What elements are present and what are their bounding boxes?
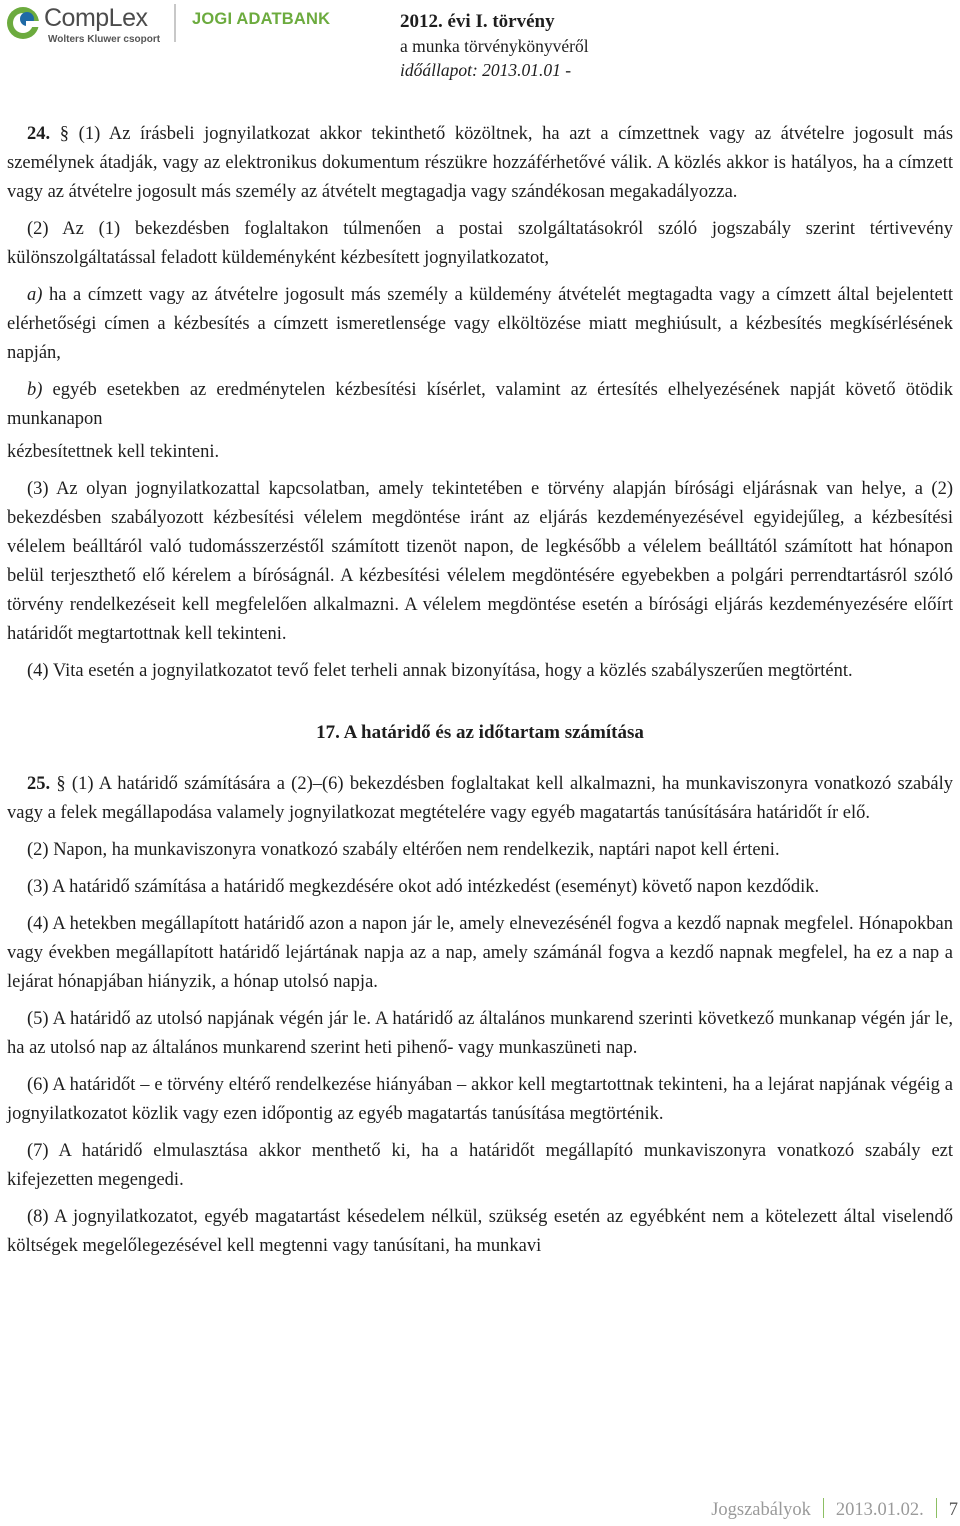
complex-logo-subtext: Wolters Kluwer csoport xyxy=(48,34,161,45)
page-header xyxy=(0,0,960,100)
section-sign: § xyxy=(59,124,70,144)
page-number: 7 xyxy=(948,1500,958,1520)
point-text: egyéb esetekben az eredménytelen kézbesítési kísérlet, valamint az értesítés elhelyezésének napját követő ötödik munkanapon xyxy=(7,380,953,429)
section-24-paragraph-4: (4) Vita esetén a jognyilatkozatot tevő felet terheli annak bizonyítása, hogy a közlés szabályszerűen megtörtént. xyxy=(27,661,853,681)
section-25-paragraph-8: (8) A jognyilatkozatot, egyéb magatartást késedelem nélkül, szükség esetén az egyébként nem a kötelezett által viselendő költségek megelőlegezésével kell megtenni vagy tanúsítani, ha munkavi xyxy=(7,1207,953,1256)
point-label: b) xyxy=(27,380,43,400)
section-24-paragraph-2: (2) Az (1) bekezdésben foglaltakon túlmenően a postai szolgáltatásokról szóló jogszabály szerint tértivevény különszolgáltatással feladott küldeményként kézbesített jognyilatkozatot, xyxy=(7,219,953,268)
section-25-paragraph-2: (2) Napon, ha munkaviszonyra vonatkozó szabály eltérően nem rendelkezik, naptári napot kell érteni. xyxy=(27,840,780,860)
law-subtitle: a munka törvénykönyvéről xyxy=(400,36,589,56)
section-25-paragraph-4: (4) A hetekben megállapított határidő azon a napon jár le, amely elnevezésénél fogva a kezdő napnak megfelel. Hónapokban vagy években megállapított határidő lejártának napja az a nap, amely számánál fogva a kezdő napnak megfelel, ha ez a nap a lejárat hónapjában hiányzik, a hónap utolsó napja. xyxy=(7,914,953,992)
section-25-paragraph-5: (5) A határidő az utolsó napjának végén jár le. A határidő az általános munkarend szerinti következő munkanap végén jár le, ha az utolsó nap az általános munkarend szerint heti pihenő- vagy munkaszüneti nap. xyxy=(7,1009,953,1058)
point-text: ha a címzett vagy az átvételre jogosult más személy a küldemény átvételét megtagadta vagy a címzett által bejelentett elérhetőségi címen a kézbesítés a címzett ismeretlensége vagy elköltözése miatt meghiúsult, a kézbesítés megkísérlésének napján, xyxy=(7,285,953,363)
page-footer xyxy=(640,1498,958,1524)
paragraph-text: (1) Az írásbeli jognyilatkozat akkor tekinthető közöltnek, ha azt a címzettnek vagy az átvételre jogosult más személynek átadják, vagy az elektronikus dokumentum részükre hozzáférhetővé válik. xyxy=(7,124,954,173)
section-24-paragraph-3: (3) Az olyan jognyilatkozattal kapcsolatban, amely tekintetében e törvény alapján bírósági eljárásnak van helye, a (2) bekezdésben szabályozott kézbesítési vélelem megdöntése iránt az eljárás kezdeményezésével egyidejűleg, a kézbesítési vélelem beálltáról való tudomásszerzéstől számított tizenöt napon, de legkésőbb a vélelem beálltától számított hat hónapon belül terjeszthető elő kérelem a bíróságnál. A kézbesítési vélelem megdöntésére egyebekben a polgári perrendtartásról szóló törvény rendelkezéseit kell megfelelően alkalmazni. A vélelem megdöntése esetén a bírósági eljárás kezdeményezésére előírt határidőt megtartottnak kell tekinteni. xyxy=(7,479,953,644)
law-state-date: időállapot: 2013.01.01 - xyxy=(400,60,572,80)
point-label: a) xyxy=(27,285,43,305)
footer-divider xyxy=(823,1498,824,1518)
paragraph-text: A közlés akkor is hatályos, ha a címzett vagy az átvételre jogosult más személy az átvételt megtagadja vagy szándékosan megakadályozza. xyxy=(7,153,953,202)
section-number: 24. xyxy=(27,124,51,144)
section-25-paragraph-1 xyxy=(7,770,953,828)
section-sign: § xyxy=(56,774,66,794)
document-info xyxy=(400,10,589,82)
complex-logo-mark-icon xyxy=(6,6,40,40)
section-25-paragraph-6: (6) A határidőt – e törvény eltérő rendelkezése hiányában – akkor kell megtartottnak tekinteni, ha a lejárat napjának végéig a jognyilatkozatot közlik vagy ezen időpontig az egyéb magatartás tanúsítása megtörténik. xyxy=(7,1075,953,1124)
footer-source: Jogszabályok xyxy=(711,1500,811,1520)
section-25-paragraph-7: (7) A határidő elmulasztása akkor menthető ki, ha a határidőt megállapító munkaviszonyra vonatkozó szabály ezt kifejezetten megengedi. xyxy=(7,1141,953,1190)
footer-date: 2013.01.02. xyxy=(835,1500,924,1520)
document-body xyxy=(7,120,953,1269)
footer-divider xyxy=(936,1498,937,1518)
section-number: 25. xyxy=(27,774,51,794)
jogi-adatbank-logo: JOGI ADATBANK xyxy=(192,10,331,28)
complex-logo-text: CompLex xyxy=(44,4,148,32)
law-title: 2012. évi I. törvény xyxy=(400,11,555,32)
section-25-paragraph-3: (3) A határidő számítása a határidő megkezdésére okot adó intézkedést (eseményt) követő napon kezdődik. xyxy=(27,877,820,897)
section-24-point-a xyxy=(7,281,953,368)
section-24-closing: kézbesítettnek kell tekinteni. xyxy=(7,442,220,462)
complex-logo xyxy=(6,4,166,48)
section-24-paragraph-1 xyxy=(7,120,953,207)
header-divider xyxy=(174,4,176,42)
paragraph-text: (1) A határidő számítására a (2)–(6) bekezdésben foglaltakat kell alkalmazni, ha munkaviszonyra vonatkozó szabály vagy a felek megállapodása valamely jognyilatkozat megtételére vagy egyéb magatartás tanúsítására határidőt ír elő. xyxy=(7,774,954,823)
section-24-point-b xyxy=(7,376,953,434)
chapter-heading: 17. A határidő és az időtartam számítása xyxy=(316,722,644,743)
